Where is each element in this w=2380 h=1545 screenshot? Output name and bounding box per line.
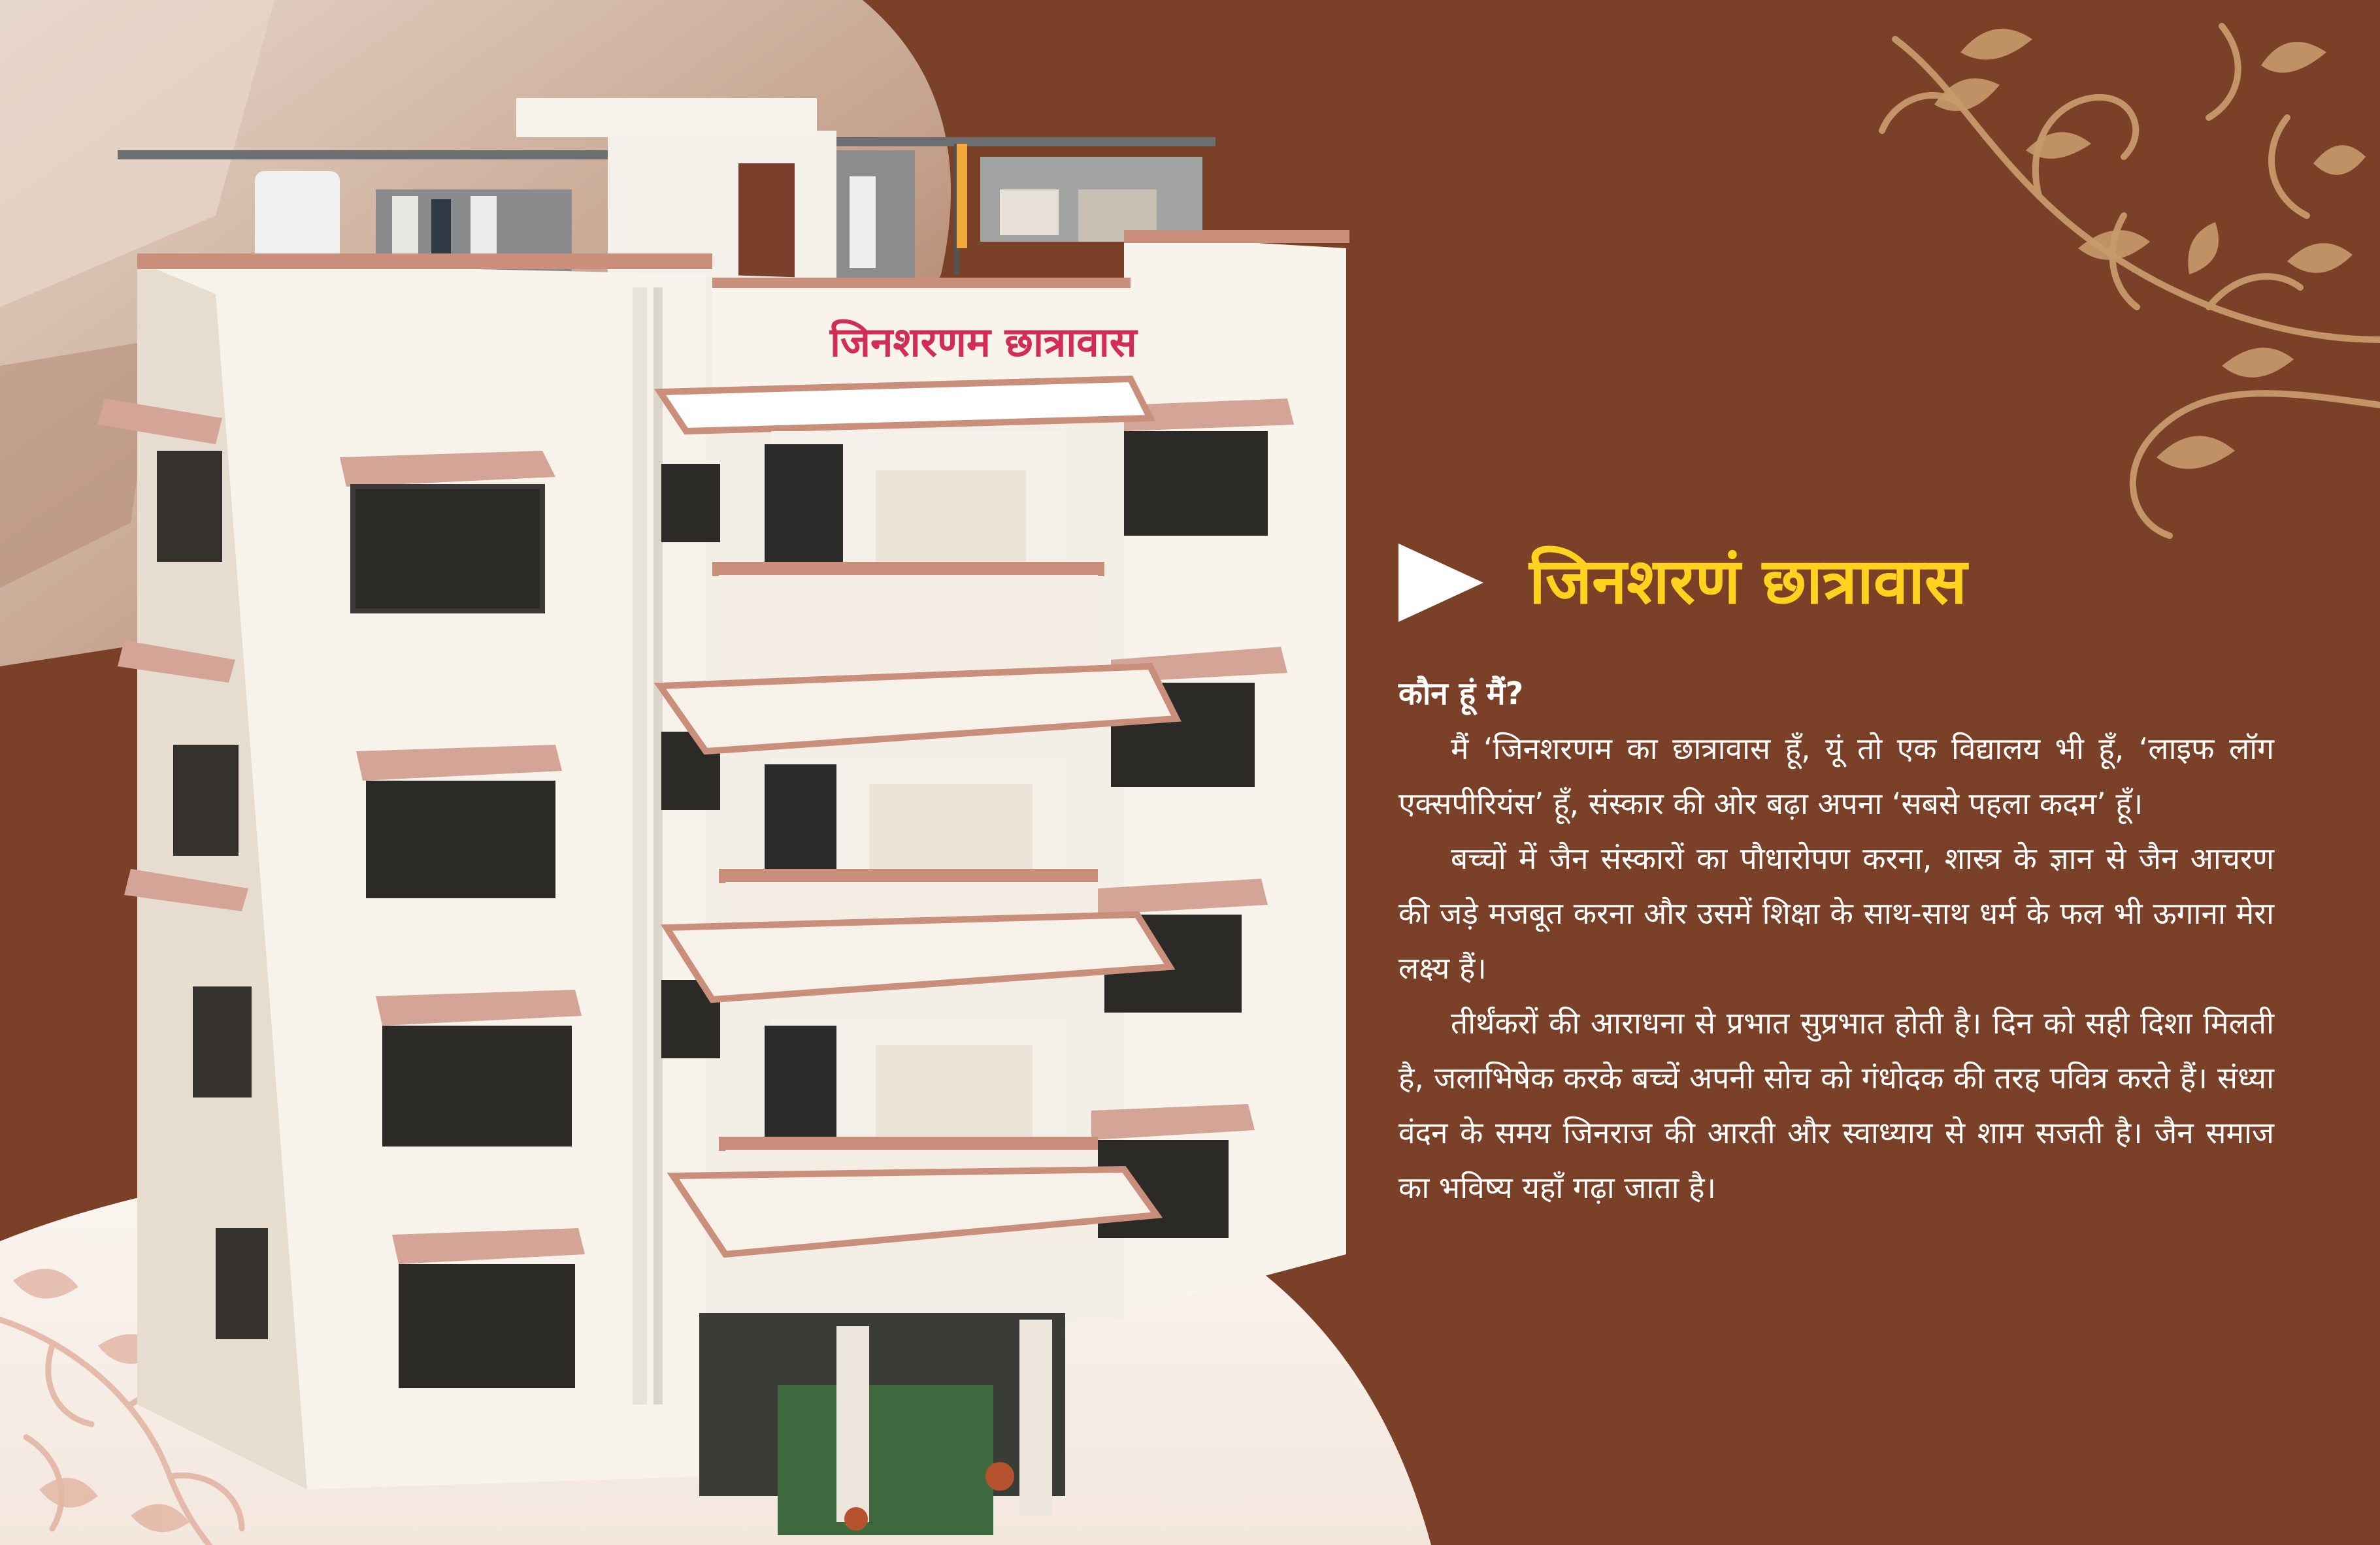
ground-floor xyxy=(699,1313,1065,1535)
paragraph-3: तीर्थंकरों की आराधना से प्रभात सुप्रभात होती है। दिन को सही दिशा मिलती है, जलाभिषेक करके बच्चें अपनी सोच को गंधोदक की तरह पवित्र करते हैं। संध्या वंदन के समय जिनराज की आरती और स्वाध्याय से शाम सजती है। जैन समाज का भविष्य यहाँ गढ़ा जाता है। xyxy=(1398,1005,2274,1205)
heading-row xyxy=(1398,536,2313,634)
section-title: जिनशरणं छात्रावास xyxy=(1529,545,1967,618)
subheading: कौन हूं मैं? xyxy=(1398,675,1524,712)
building-sign-text: जिनशरणम छात्रावास xyxy=(830,318,1137,366)
body-text-block xyxy=(1398,666,2274,1215)
paragraph-2: बच्चों में जैन संस्कारों का पौधारोपण करना, शास्त्र के ज्ञान से जैन आचरण की जड़े मजबूत करना और उसमें शिक्षा के साथ-साथ धर्म के फल भी ऊगाना मेरा लक्ष्य हैं। xyxy=(1398,841,2274,986)
play-triangle-icon xyxy=(1398,544,1483,622)
paragraph-1: मैं ‘जिनशरणम का छात्रावास हूँ, यूं तो एक विद्यालय भी हूँ, ‘लाइफ लॉग एक्सपीरियंस’ हूँ, संस्कार की ओर बढ़ा अपना ‘सबसे पहला कदम’ हूँ। xyxy=(1398,731,2274,821)
